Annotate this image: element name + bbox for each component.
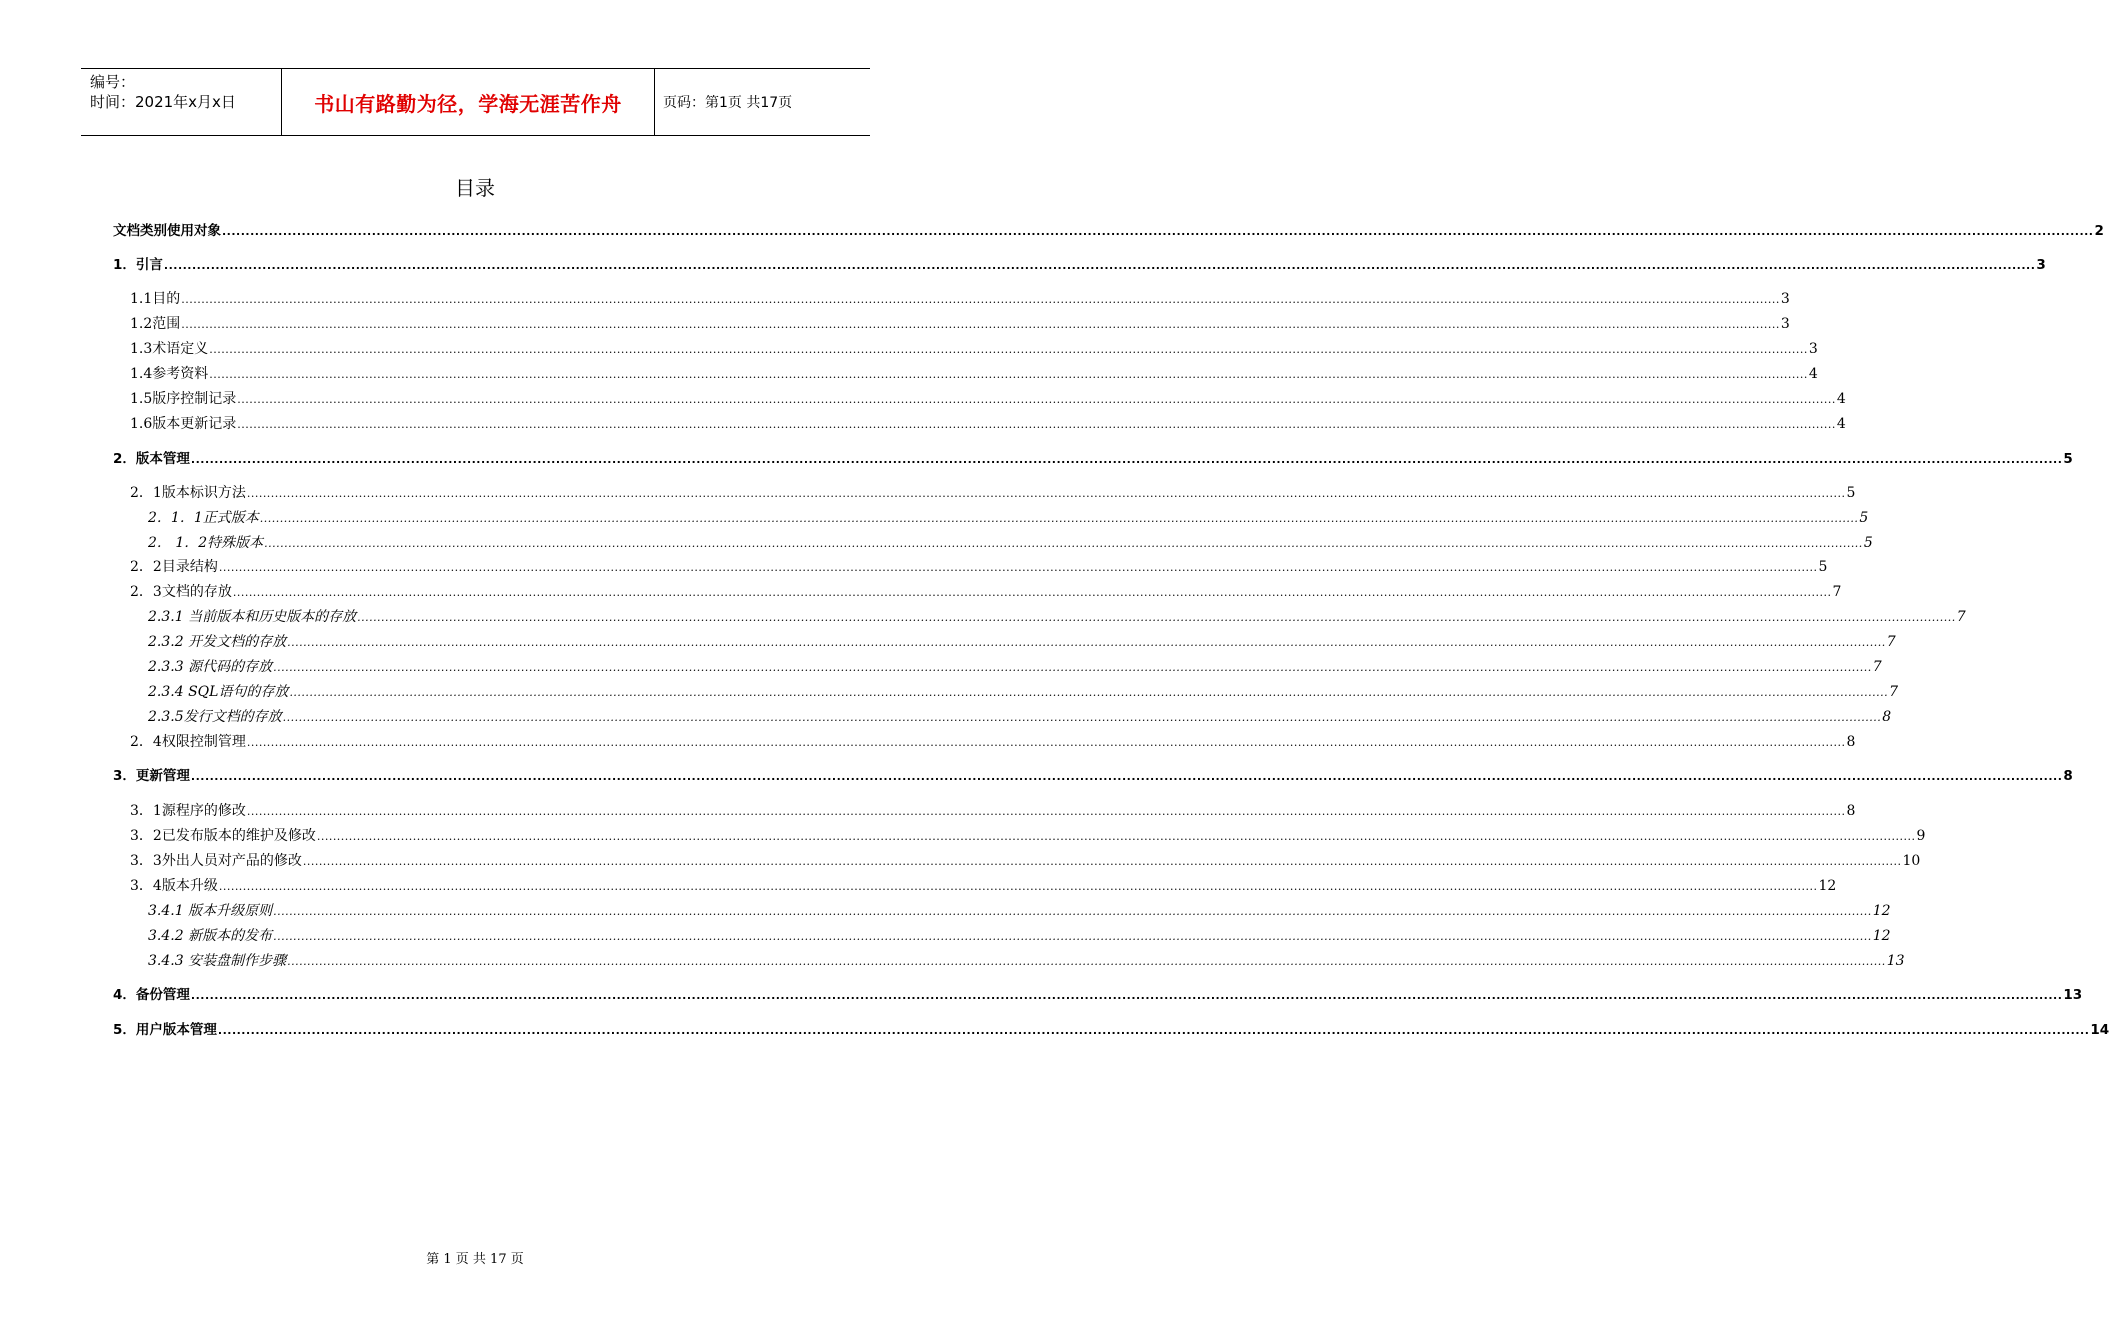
toc-entry[interactable] [130,802,1856,821]
toc-entry-label: 4．备份管理 [113,987,190,1003]
toc-entry-label: 2． 1．2特殊版本 [148,535,264,551]
toc-entry-label: 5．用户版本管理 [113,1022,217,1038]
toc-entry-label: 1．引言 [113,257,163,273]
toc-entry-leader-dots: ................................................................................................................................................................................................................................................................................................................................................................................................................ [246,736,1846,749]
toc-entry-page-number: 14 [2090,1022,2109,1038]
toc-entry-leader-dots: ................................................................................................................................................................................................................................................................................................................................................................................................................ [273,905,1872,918]
toc-entry-label: 2．3文档的存放 [130,584,232,600]
toc-entry-leader-dots: ................................................................................................................................................................................................................................................................................................................................................................................................................ [264,537,1863,550]
toc-entry[interactable] [130,827,1926,846]
toc-entry[interactable] [130,558,1828,577]
toc-entry-page-number: 12 [1872,928,1891,944]
toc-entry-leader-dots: ................................................................................................................................................................................................................................................................................................................................................................................................................ [287,636,1886,649]
toc-entry-label: 2.3.3 源代码的存放 [148,659,273,675]
toc-entry[interactable] [130,415,1846,434]
toc-entry-leader-dots: ................................................................................................................................................................................................................................................................................................................................................................................................................ [181,293,1780,306]
toc-entry[interactable] [130,583,1842,602]
toc-entry-label: 3.4.1 版本升级原则 [148,903,273,919]
toc-entry-leader-dots: ................................................................................................................................................................................................................................................................................................................................................................................................................ [282,711,1882,724]
toc-entry-page-number: 4 [1808,366,1818,382]
toc-entry-leader-dots: ................................................................................................................................................................................................................................................................................................................................................................................................................ [237,418,1836,431]
toc-entry-label: 3．2已发布版本的维护及修改 [130,828,316,844]
toc-entry-label: 2.3.2 开发文档的存放 [148,634,287,650]
toc-entry-label: 1.2范围 [130,316,181,332]
toc-entry-leader-dots: ................................................................................................................................................................................................................................................................................................................................................................................................................ [273,661,1872,674]
toc-entry-leader-dots: ................................................................................................................................................................................................................................................................................................................................................................................................................ [222,225,2094,238]
toc-entry-label: 2.3.5发行文档的存放 [148,709,282,725]
toc-entry-leader-dots: ................................................................................................................................................................................................................................................................................................................................................................................................................ [316,830,1916,843]
toc-entry-page-number: 12 [1872,903,1891,919]
toc-entry[interactable] [130,390,1846,409]
toc-entry[interactable] [148,683,1898,702]
toc-entry-label: 2．2目录结构 [130,559,218,575]
toc-entry[interactable] [148,633,1896,652]
toc-entry[interactable] [148,952,1905,971]
toc-entry-page-number: 5 [1846,485,1856,501]
toc-entry[interactable] [130,852,1921,871]
toc-entry-label: 3.4.2 新版本的发布 [148,928,273,944]
toc-entry[interactable] [113,986,2083,1005]
toc-entry-page-number: 8 [1846,734,1856,750]
toc-entry[interactable] [113,767,2073,786]
toc-entry-leader-dots: ................................................................................................................................................................................................................................................................................................................................................................................................................ [273,930,1872,943]
toc-entry[interactable] [113,222,2104,241]
header-motto: 书山有路勤为径，学海无涯苦作舟 [314,91,622,116]
toc-entry-label: 3．4版本升级 [130,878,218,894]
toc-entry-page-number: 7 [1872,659,1882,675]
toc-entry-label: 1.6版本更新记录 [130,416,237,432]
toc-entry-page-number: 5 [2063,451,2073,467]
toc-entry-label: 1.3术语定义 [130,341,209,357]
toc-entry-page-number: 5 [1863,535,1873,551]
toc-entry[interactable] [113,450,2073,469]
toc-entry-page-number: 7 [1832,584,1842,600]
toc-entry-label: 2.3.1 当前版本和历史版本的存放 [148,609,357,625]
toc-entry-label: 1.5版序控制记录 [130,391,237,407]
toc-entry[interactable] [130,484,1856,503]
toc-entry-leader-dots: ................................................................................................................................................................................................................................................................................................................................................................................................................ [237,393,1836,406]
toc-entry-label: 1.1目的 [130,291,181,307]
toc-entry-label: 文档类别使用对象 [113,223,221,239]
page-footer: 第 1 页 共 17 页 [426,1252,524,1267]
toc-entry-page-number: 7 [1886,634,1896,650]
toc-entry-label: 3．3外出人员对产品的修改 [130,853,302,869]
toc-entry-leader-dots: ................................................................................................................................................................................................................................................................................................................................................................................................................ [217,1024,2090,1037]
toc-entry-label: 2．版本管理 [113,451,190,467]
toc-entry[interactable] [130,365,1818,384]
toc-entry-label: 2．1．1正式版本 [148,510,259,526]
toc-entry-page-number: 3 [1780,316,1790,332]
toc-entry[interactable] [148,902,1891,921]
toc-entry-label: 1.4参考资料 [130,366,209,382]
toc-entry-page-number: 8 [2063,768,2073,784]
toc-entry[interactable] [148,658,1882,677]
toc-entry[interactable] [113,1021,2109,1040]
toc-entry-page-number: 7 [1889,684,1898,700]
toc-entry[interactable] [130,290,1790,309]
toc-entry-leader-dots: ................................................................................................................................................................................................................................................................................................................................................................................................................ [190,770,2063,783]
header-divider-2 [654,68,655,136]
toc-entry-leader-dots: ................................................................................................................................................................................................................................................................................................................................................................................................................ [246,805,1846,818]
toc-entry[interactable] [113,256,2046,275]
toc-entry-leader-dots: ................................................................................................................................................................................................................................................................................................................................................................................................................ [218,880,1818,893]
toc-entry-page-number: 4 [1836,391,1846,407]
toc-entry-page-number: 3 [2036,257,2046,273]
toc-entry-leader-dots: ................................................................................................................................................................................................................................................................................................................................................................................................................ [289,686,1889,699]
toc-entry[interactable] [148,927,1891,946]
toc-entry[interactable] [148,708,1892,727]
toc-entry-leader-dots: ................................................................................................................................................................................................................................................................................................................................................................................................................ [209,343,1808,356]
toc-entry-label: 2．4权限控制管理 [130,734,246,750]
toc-entry-page-number: 12 [1818,878,1837,894]
toc-entry-leader-dots: ................................................................................................................................................................................................................................................................................................................................................................................................................ [259,512,1859,525]
toc-entry-page-number: 3 [1780,291,1790,307]
toc-entry-page-number: 13 [2063,987,2083,1003]
toc-entry-leader-dots: ................................................................................................................................................................................................................................................................................................................................................................................................................ [246,487,1846,500]
toc-entry-label: 3．更新管理 [113,768,190,784]
toc-entry-leader-dots: ................................................................................................................................................................................................................................................................................................................................................................................................................ [190,989,2063,1002]
toc-entry-label: 2．1版本标识方法 [130,485,246,501]
toc-entry-leader-dots: ................................................................................................................................................................................................................................................................................................................................................................................................................ [357,611,1956,624]
toc-entry[interactable] [130,315,1790,334]
toc-entry-page-number: 13 [1886,953,1905,969]
toc-entry-label: 3.4.3 安装盘制作步骤 [148,953,287,969]
toc-entry-leader-dots: ................................................................................................................................................................................................................................................................................................................................................................................................................ [181,318,1780,331]
toc-entry-page-number: 10 [1902,853,1921,869]
toc-entry[interactable] [148,534,1873,553]
toc-entry-leader-dots: ................................................................................................................................................................................................................................................................................................................................................................................................................ [163,259,2036,272]
toc-entry-page-number: 8 [1846,803,1856,819]
toc-entry[interactable] [148,608,1966,627]
toc-entry-leader-dots: ................................................................................................................................................................................................................................................................................................................................................................................................................ [190,453,2063,466]
header-date-label: 时间：2021年x月x日 [90,93,236,111]
toc-entry-page-number: 2 [2094,223,2104,239]
toc-entry-page-number: 5 [1859,510,1869,526]
toc-entry[interactable] [130,340,1818,359]
toc-entry-leader-dots: ................................................................................................................................................................................................................................................................................................................................................................................................................ [302,855,1902,868]
toc-entry-leader-dots: ................................................................................................................................................................................................................................................................................................................................................................................................................ [287,955,1886,968]
header-number-label: 编号： [90,73,136,91]
toc-entry-page-number: 7 [1956,609,1966,625]
toc-entry-leader-dots: ................................................................................................................................................................................................................................................................................................................................................................................................................ [218,561,1818,574]
toc-entry-page-number: 3 [1808,341,1818,357]
toc-entry-label: 3．1源程序的修改 [130,803,246,819]
toc-title: 目录 [455,176,495,200]
toc-entry[interactable] [130,877,1837,896]
toc-entry-page-number: 5 [1818,559,1828,575]
toc-entry-label: 2.3.4 SQL语句的存放 [148,684,289,700]
toc-entry-page-number: 4 [1836,416,1846,432]
toc-entry-leader-dots: ................................................................................................................................................................................................................................................................................................................................................................................................................ [209,368,1808,381]
toc-entry-page-number: 8 [1882,709,1892,725]
toc-entry[interactable] [130,733,1856,752]
header-page-info: 页码：第1页 共17页 [663,95,793,111]
toc-entry-page-number: 9 [1916,828,1926,844]
toc-entry[interactable] [148,509,1869,528]
toc-entry-leader-dots: ................................................................................................................................................................................................................................................................................................................................................................................................................ [232,586,1832,599]
header-left-cell [90,72,236,112]
